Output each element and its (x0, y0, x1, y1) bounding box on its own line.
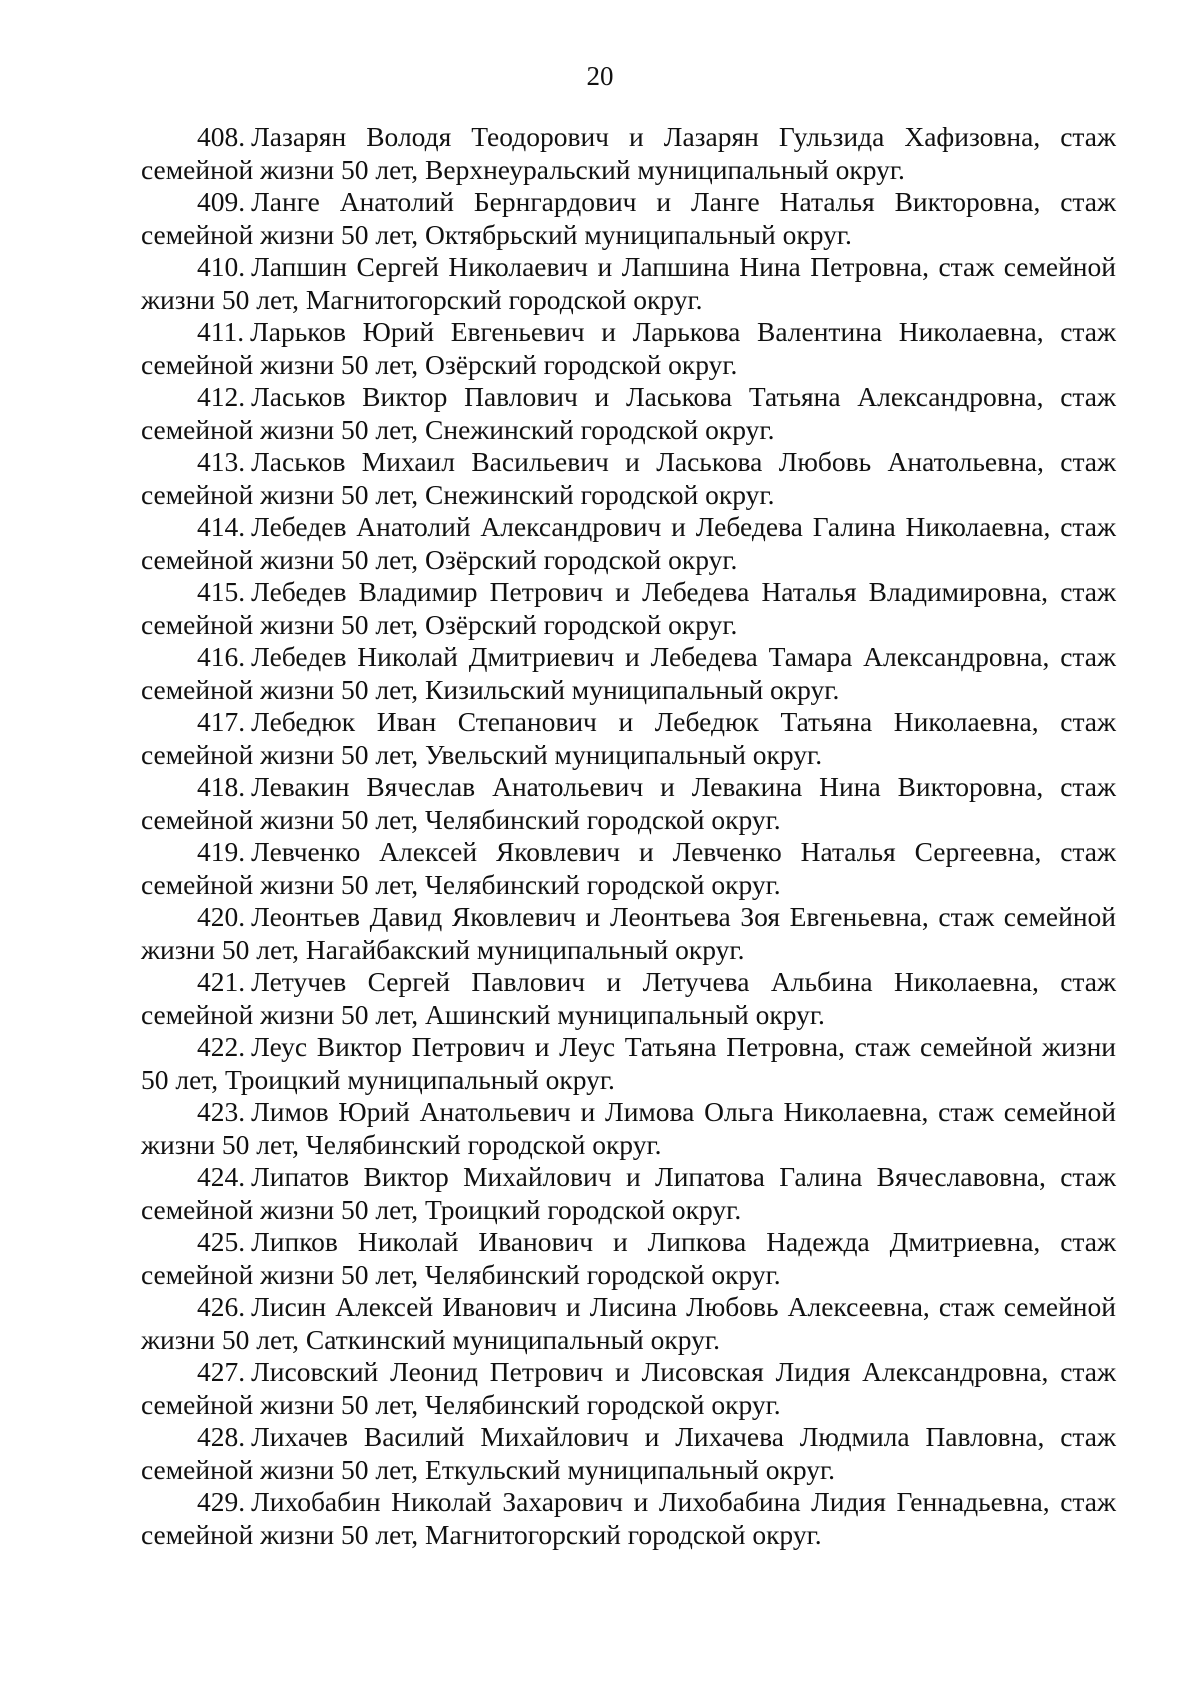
entry-text: Лимов Юрий Анатольевич и Лимова Ольга Николаевна, стаж семейной жизни 50 лет, Челябинский городской округ. (141, 1096, 1116, 1160)
list-item (141, 316, 1116, 381)
entry-number: 419. (197, 836, 246, 867)
list-item (141, 901, 1116, 966)
entry-text: Лапшин Сергей Николаевич и Лапшина Нина Петровна, стаж семейной жизни 50 лет, Магнитогорский городской округ. (141, 251, 1116, 315)
entry-number: 414. (197, 511, 246, 542)
entry-number: 418. (197, 771, 246, 802)
entry-text: Леус Виктор Петрович и Леус Татьяна Петровна, стаж семейной жизни 50 лет, Троицкий муниципальный округ. (141, 1031, 1116, 1095)
entry-text: Лебедев Владимир Петрович и Лебедева Наталья Владимировна, стаж семейной жизни 50 лет, Озёрский городской округ. (141, 576, 1116, 640)
list-item (141, 1096, 1116, 1161)
entry-text: Лисовский Леонид Петрович и Лисовская Лидия Александровна, стаж семейной жизни 50 лет, Челябинский городской округ. (141, 1356, 1116, 1420)
entry-number: 417. (197, 706, 246, 737)
entry-text: Ласьков Михаил Васильевич и Ласькова Любовь Анатольевна, стаж семейной жизни 50 лет, Снежинский городской округ. (141, 446, 1116, 510)
entry-number: 410. (197, 251, 246, 282)
entry-number: 428. (197, 1421, 246, 1452)
entry-number: 416. (197, 641, 246, 672)
entry-text: Лебедев Анатолий Александрович и Лебедева Галина Николаевна, стаж семейной жизни 50 лет, Озёрский городской округ. (141, 511, 1116, 575)
entry-text: Ланге Анатолий Бернгардович и Ланге Наталья Викторовна, стаж семейной жизни 50 лет, Октябрьский муниципальный округ. (141, 186, 1116, 250)
list-item (141, 1226, 1116, 1291)
list-item (141, 771, 1116, 836)
entry-number: 408. (197, 121, 246, 152)
entry-text: Леонтьев Давид Яковлевич и Леонтьева Зоя Евгеньевна, стаж семейной жизни 50 лет, Нагайбакский муниципальный округ. (141, 901, 1116, 965)
entry-number: 423. (197, 1096, 246, 1127)
entry-text: Лазарян Володя Теодорович и Лазарян Гульзида Хафизовна, стаж семейной жизни 50 лет, Верхнеуральский муниципальный округ. (141, 121, 1116, 185)
list-item (141, 706, 1116, 771)
entry-text: Левакин Вячеслав Анатольевич и Левакина Нина Викторовна, стаж семейной жизни 50 лет, Челябинский городской округ. (141, 771, 1116, 835)
entry-text: Левченко Алексей Яковлевич и Левченко Наталья Сергеевна, стаж семейной жизни 50 лет, Челябинский городской округ. (141, 836, 1116, 900)
entry-number: 412. (197, 381, 246, 412)
entry-text: Лебедев Николай Дмитриевич и Лебедева Тамара Александровна, стаж семейной жизни 50 лет, Кизильский муниципальный округ. (141, 641, 1116, 705)
entry-number: 411. (197, 316, 245, 347)
entry-text: Лисин Алексей Иванович и Лисина Любовь Алексеевна, стаж семейной жизни 50 лет, Саткинский муниципальный округ. (141, 1291, 1116, 1355)
entry-text: Летучев Сергей Павлович и Летучева Альбина Николаевна, стаж семейной жизни 50 лет, Ашинский муниципальный округ. (141, 966, 1116, 1030)
entry-text: Липков Николай Иванович и Липкова Надежда Дмитриевна, стаж семейной жизни 50 лет, Челябинский городской округ. (141, 1226, 1116, 1290)
list-item (141, 641, 1116, 706)
list-item (141, 1486, 1116, 1551)
list-item (141, 251, 1116, 316)
entry-number: 427. (197, 1356, 246, 1387)
list-item (141, 576, 1116, 641)
entry-number: 415. (197, 576, 246, 607)
entry-text: Липатов Виктор Михайлович и Липатова Галина Вячеславовна, стаж семейной жизни 50 лет, Троицкий городской округ. (141, 1161, 1116, 1225)
list-item (141, 966, 1116, 1031)
page-number: 20 (586, 61, 614, 91)
list-item (141, 836, 1116, 901)
entry-text: Ласьков Виктор Павлович и Ласькова Татьяна Александровна, стаж семейной жизни 50 лет, Снежинский городской округ. (141, 381, 1116, 445)
entry-number: 420. (197, 901, 246, 932)
entry-number: 429. (197, 1486, 246, 1517)
list-item (141, 1161, 1116, 1226)
list-item (141, 446, 1116, 511)
entry-number: 426. (197, 1291, 246, 1322)
list-item (141, 511, 1116, 576)
list-item (141, 381, 1116, 446)
entry-text: Лихобабин Николай Захарович и Лихобабина Лидия Геннадьевна, стаж семейной жизни 50 лет, Магнитогорский городской округ. (141, 1486, 1116, 1550)
entry-text: Лихачев Василий Михайлович и Лихачева Людмила Павловна, стаж семейной жизни 50 лет, Еткульский муниципальный округ. (141, 1421, 1116, 1485)
list-item (141, 1421, 1116, 1486)
entry-text: Лебедюк Иван Степанович и Лебедюк Татьяна Николаевна, стаж семейной жизни 50 лет, Увельский муниципальный округ. (141, 706, 1116, 770)
list-item (141, 1031, 1116, 1096)
entry-number: 413. (197, 446, 246, 477)
list-item (141, 1291, 1116, 1356)
entries-list (141, 121, 1116, 1551)
list-item (141, 121, 1116, 186)
entry-text: Ларьков Юрий Евгеньевич и Ларькова Валентина Николаевна, стаж семейной жизни 50 лет, Озёрский городской округ. (141, 316, 1116, 380)
list-item (141, 186, 1116, 251)
list-item (141, 1356, 1116, 1421)
entry-number: 424. (197, 1161, 246, 1192)
entry-number: 425. (197, 1226, 246, 1257)
entry-number: 409. (197, 186, 246, 217)
entry-number: 421. (197, 966, 246, 997)
entry-number: 422. (197, 1031, 246, 1062)
